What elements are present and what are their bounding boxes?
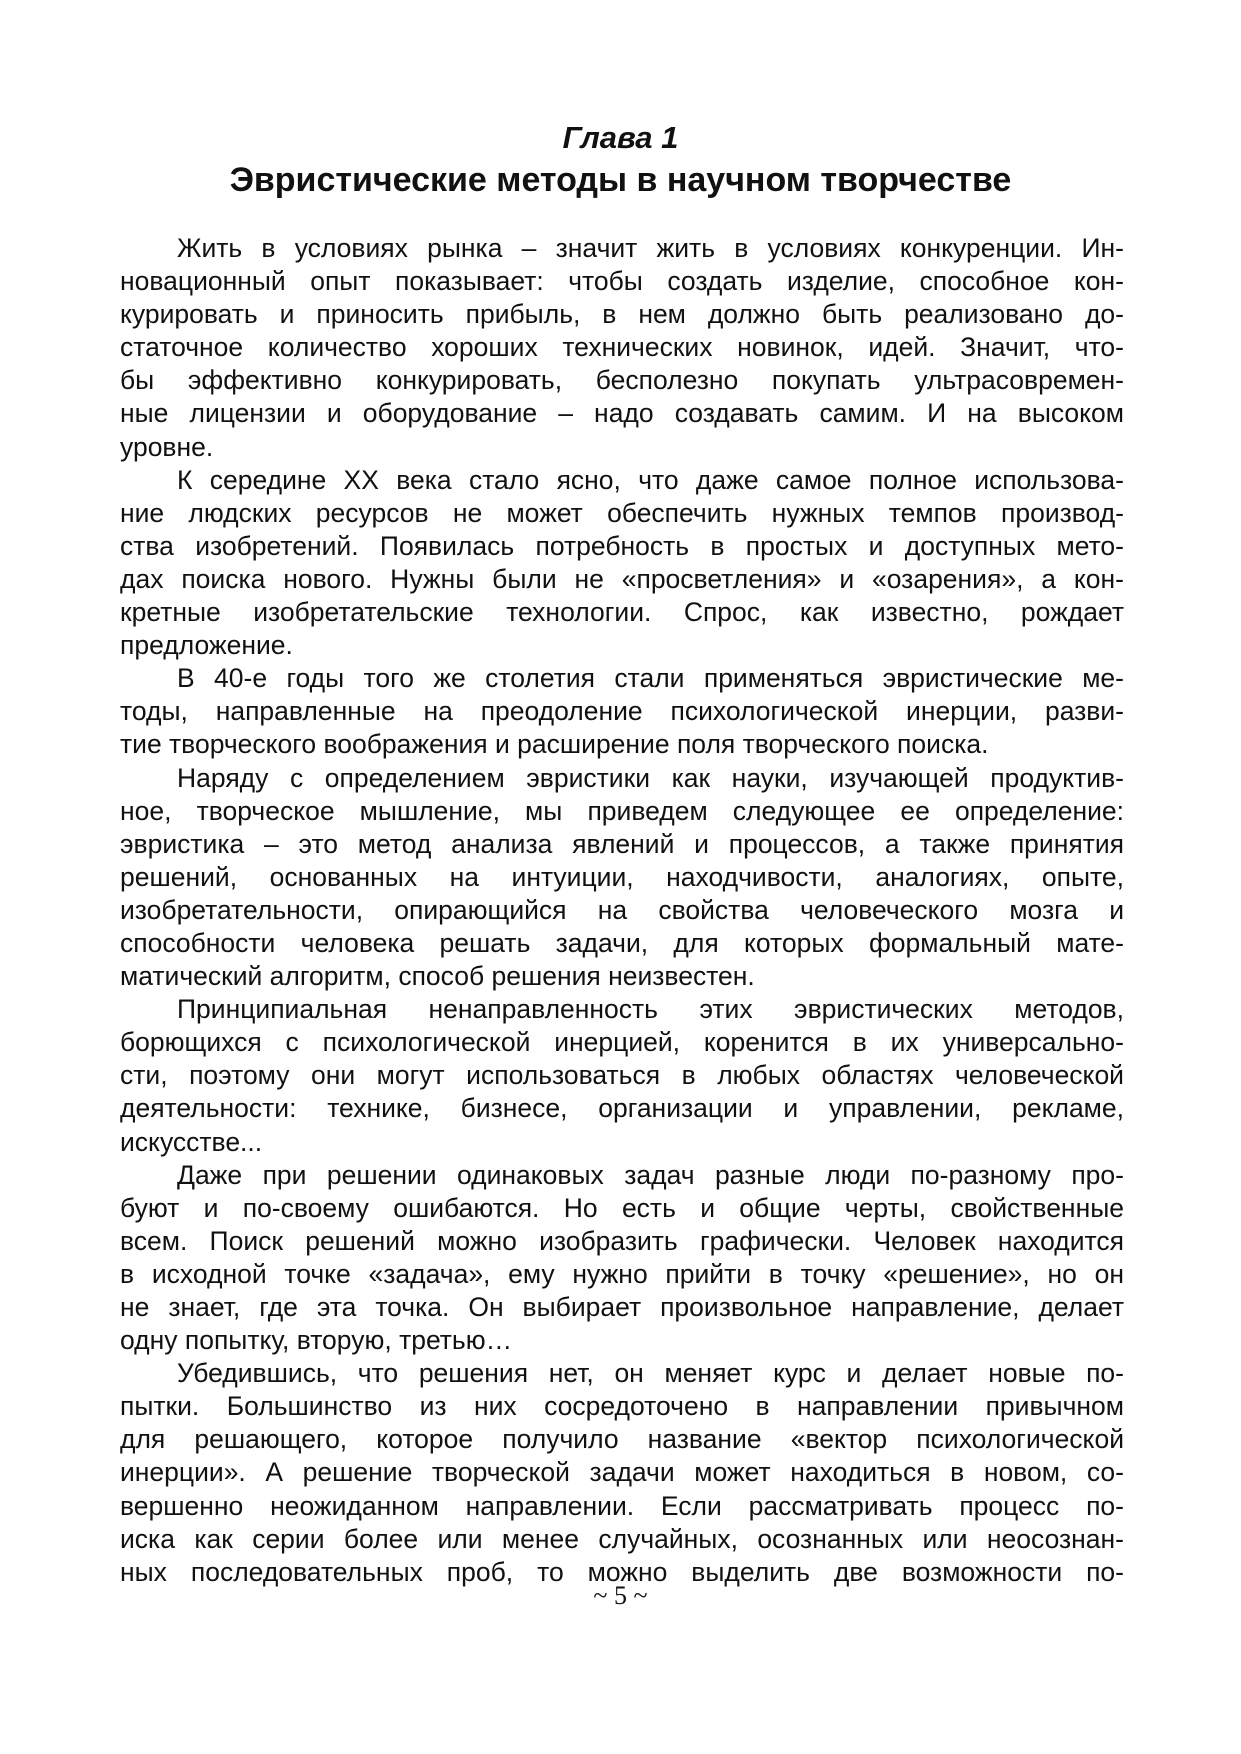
text-line: вершенно неожиданном направлении. Если рассматривать процесс по-: [120, 1490, 1124, 1521]
paragraph: [120, 993, 1124, 1158]
paragraph: [120, 1159, 1124, 1358]
text-line: иска как серии более или менее случайных, осознанных или неосознан-: [120, 1523, 1124, 1554]
paragraph: [120, 662, 1124, 761]
text-line: ные лицензии и оборудование – надо создавать самим. И на высоком: [120, 398, 1124, 429]
text-line: курировать и приносить прибыль, в нем должно быть реализовано до-: [120, 299, 1124, 330]
text-line: ние людских ресурсов не может обеспечить нужных темпов производ-: [120, 497, 1124, 528]
text-line: Жить в условиях рынка – значит жить в условиях конкуренции. Ин-: [177, 233, 1124, 263]
text-line: для решающего, которое получило название «вектор психологической: [120, 1424, 1124, 1455]
text-line: инерции». А решение творческой задачи может находиться в новом, со-: [120, 1457, 1124, 1488]
text-line: ных последовательных проб, то можно выделить две возможности по-: [120, 1556, 1124, 1587]
paragraph: [120, 1357, 1124, 1589]
text-line: деятельности: технике, бизнесе, организации и управлении, рекламе,: [120, 1093, 1124, 1124]
text-line: новационный опыт показывает: чтобы создать изделие, способное кон-: [120, 266, 1124, 297]
text-line: Наряду с определением эвристики как науки, изучающей продуктив-: [177, 762, 1124, 793]
text-line: борющихся с психологической инерцией, коренится в их универсально-: [120, 1027, 1124, 1058]
text-line: Принципиальная ненаправленность этих эвристических методов,: [177, 994, 1124, 1025]
text-line: ства изобретений. Появилась потребность в простых и доступных мето-: [120, 530, 1124, 561]
chapter-body: [120, 232, 1124, 1589]
text-line: дах поиска нового. Нужны были не «просветления» и «озарения», а кон-: [120, 563, 1124, 594]
text-line: не знает, где эта точка. Он выбирает произвольное направление, делает: [120, 1292, 1124, 1322]
text-line: одну попытку, вторую, третью…: [120, 1325, 513, 1356]
text-line: тие творческого воображения и расширение поля творческого поиска.: [120, 729, 989, 760]
text-line: уровне.: [120, 431, 214, 462]
text-line: в исходной точке «задача», ему нужно прийти в точку «решение», но он: [120, 1258, 1124, 1289]
text-line: Даже при решении одинаковых задач разные люди по-разному про-: [177, 1159, 1124, 1190]
text-line: пытки. Большинство из них сосредоточено в направлении привычном: [120, 1391, 1124, 1422]
text-line: способности человека решать задачи, для которых формальный мате-: [120, 927, 1124, 958]
text-line: тоды, направленные на преодоление психологической инерции, разви-: [120, 696, 1124, 727]
text-line: искусстве...: [120, 1126, 263, 1157]
chapter-label: Глава 1: [562, 120, 679, 155]
text-line: статочное количество хороших технических новинок, идей. Значит, что-: [120, 332, 1124, 363]
text-line: всем. Поиск решений можно изобразить графически. Человек находится: [120, 1225, 1124, 1256]
paragraph: [120, 464, 1124, 663]
text-line: предложение.: [120, 630, 293, 661]
text-line: эвристика – это метод анализа явлений и процессов, а также принятия: [120, 828, 1124, 859]
text-line: матический алгоритм, способ решения неизвестен.: [120, 961, 755, 992]
text-line: Убедившись, что решения нет, он меняет курс и делает новые по-: [177, 1358, 1124, 1389]
text-line: буют и по-своему ошибаются. Но есть и общие черты, свойственные: [120, 1192, 1124, 1223]
text-line: К середине XX века стало ясно, что даже самое полное использова-: [177, 464, 1124, 495]
paragraph: [120, 232, 1124, 464]
chapter-title: Эвристические методы в научном творчестве: [229, 161, 1012, 199]
text-line: бы эффективно конкурировать, бесполезно покупать ультрасовремен-: [120, 365, 1124, 396]
text-line: ное, творческое мышление, мы приведем следующее ее определение:: [120, 795, 1124, 826]
text-line: сти, поэтому они могут использоваться в любых областях человеческой: [120, 1060, 1124, 1091]
text-line: кретные изобретательские технологии. Спрос, как известно, рождает: [120, 597, 1124, 628]
paragraph: [120, 762, 1124, 994]
text-line: В 40-е годы того же столетия стали применяться эвристические ме-: [177, 663, 1124, 694]
text-line: решений, основанных на интуиции, находчивости, аналогиях, опыте,: [120, 861, 1124, 892]
page-number: ~ 5 ~: [593, 1581, 648, 1610]
text-line: изобретательности, опирающийся на свойства человеческого мозга и: [120, 894, 1124, 925]
